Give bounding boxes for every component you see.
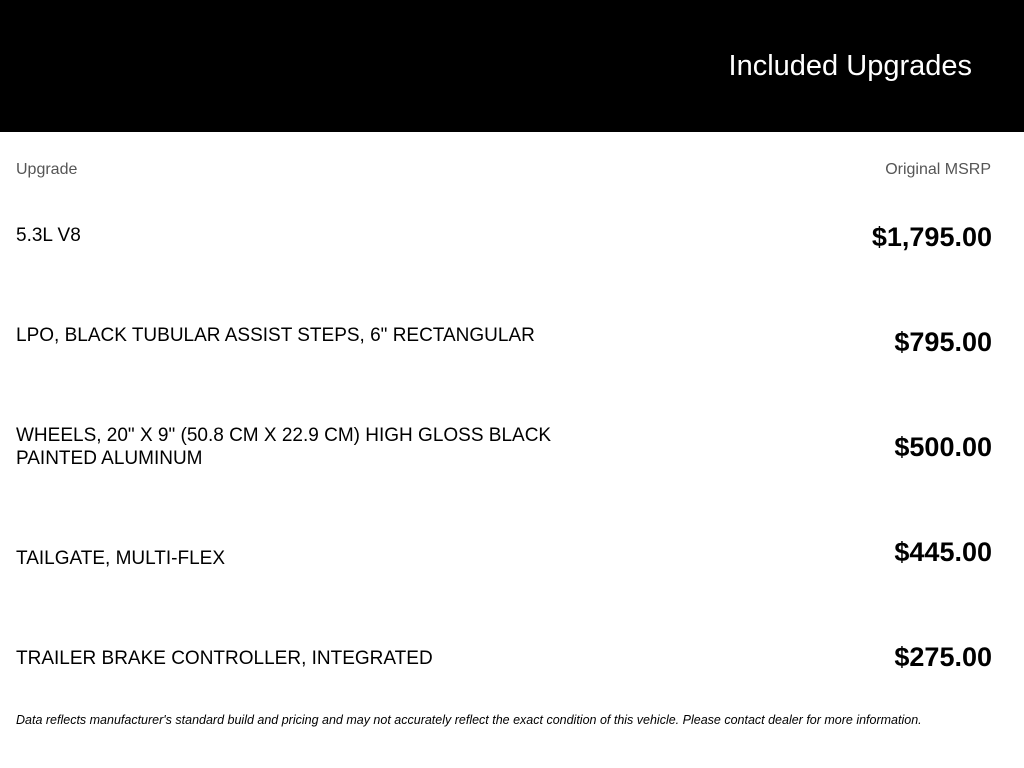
column-header-upgrade: Upgrade (16, 161, 78, 178)
upgrade-price: $445.00 (894, 537, 992, 567)
upgrade-name: TRAILER BRAKE CONTROLLER, INTEGRATED (16, 648, 433, 669)
upgrade-name: 5.3L V8 (16, 225, 81, 246)
header-bar (0, 0, 1024, 132)
upgrade-price: $275.00 (894, 642, 992, 672)
upgrade-price: $795.00 (894, 327, 992, 357)
upgrade-name: TAILGATE, MULTI-FLEX (16, 548, 226, 569)
disclaimer-text: Data reflects manufacturer's standard build and pricing and may not accurately reflect the exact condition of this vehicle. Please contact dealer for more information. (16, 713, 922, 727)
upgrade-price: $1,795.00 (871, 222, 992, 252)
column-header-msrp: Original MSRP (885, 161, 991, 178)
upgrade-name: WHEELS, 20" X 9" (50.8 CM X 22.9 CM) HIGH GLOSS BLACK PAINTED ALUMINUM (16, 425, 552, 469)
upgrade-name: LPO, BLACK TUBULAR ASSIST STEPS, 6" RECTANGULAR (16, 325, 535, 346)
upgrade-price: $500.00 (894, 432, 992, 462)
page-title: Included Upgrades (728, 50, 972, 82)
